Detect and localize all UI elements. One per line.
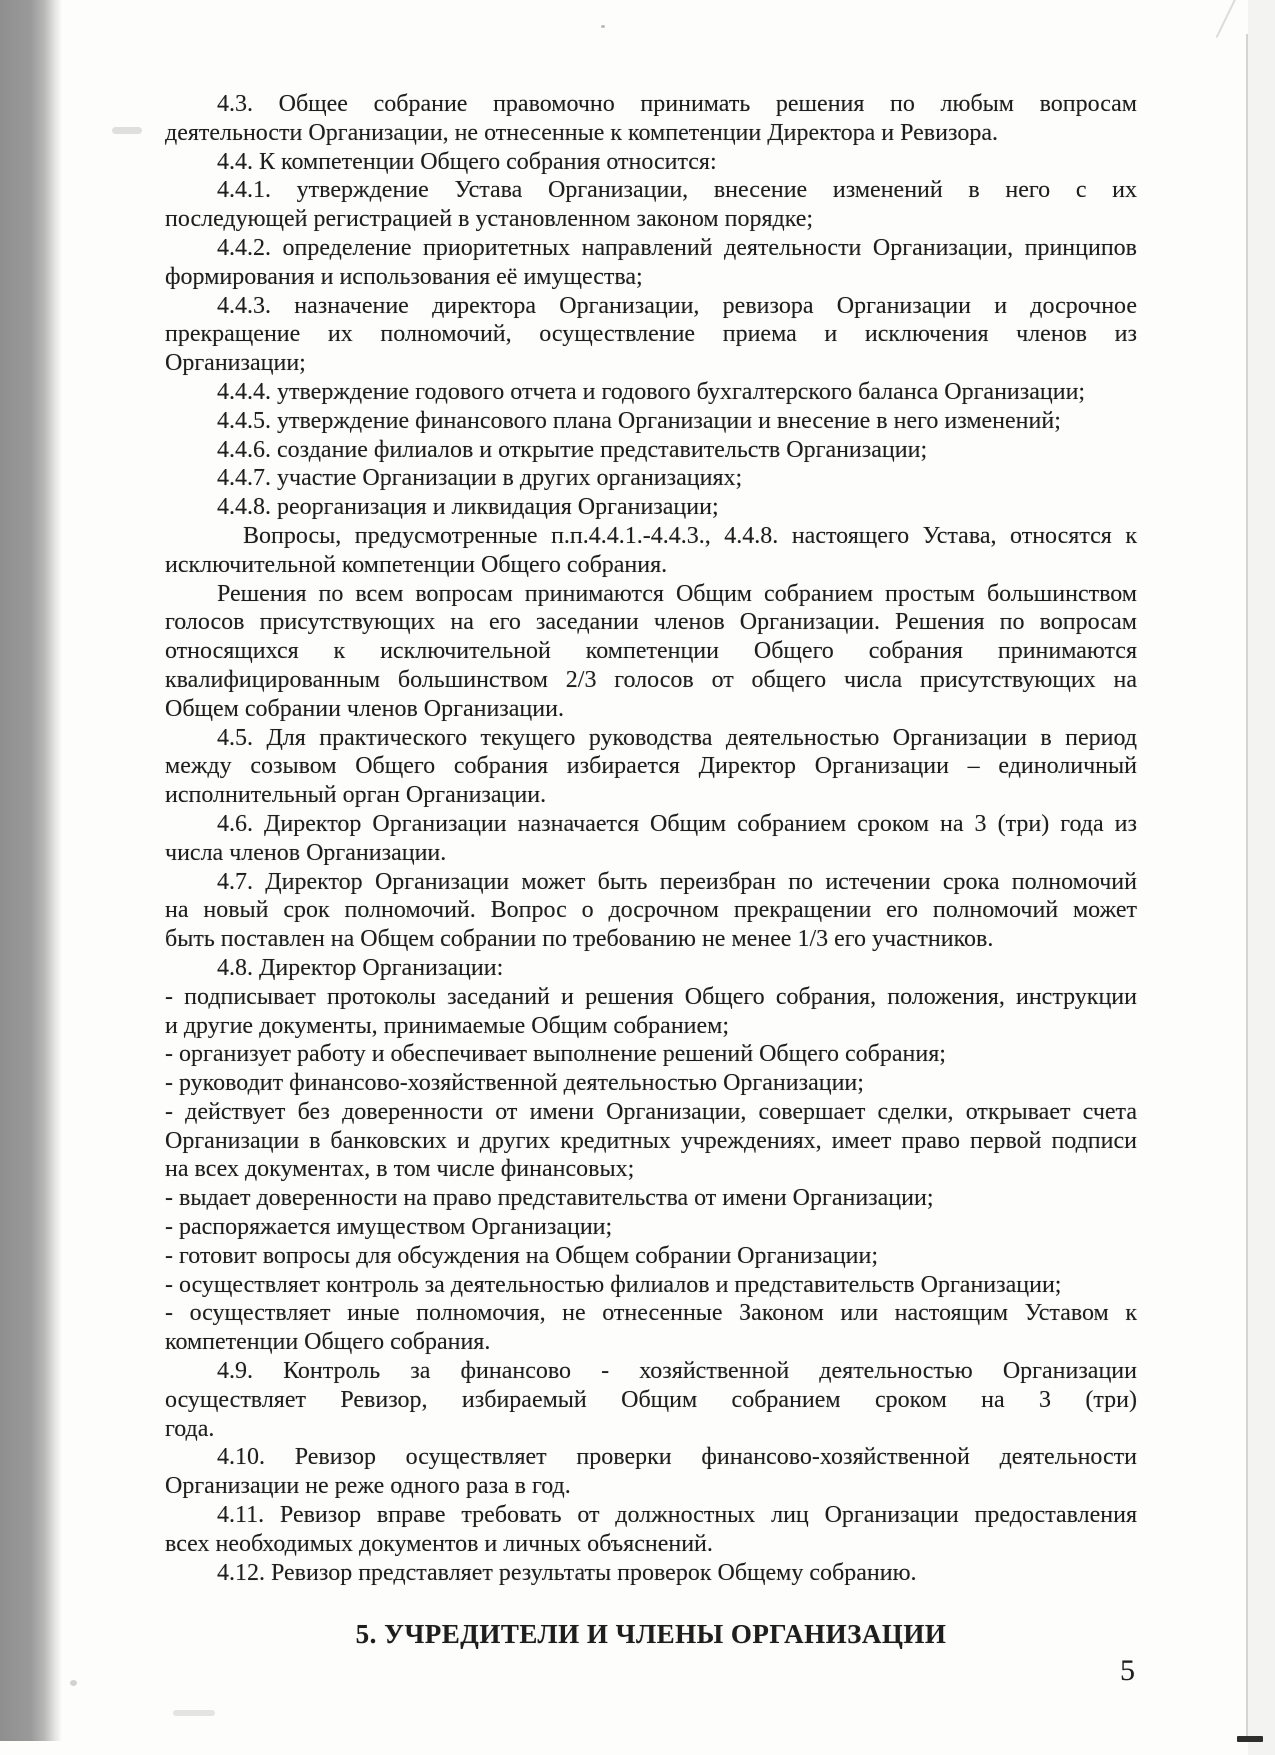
- scan-edge-mark: [1237, 1736, 1263, 1742]
- text-line: исполнительный орган Организации.: [165, 782, 547, 809]
- paragraph: [165, 1040, 1137, 1069]
- text-line: компетенции Общего собрания.: [165, 1329, 491, 1356]
- paragraphs-container: [165, 90, 1137, 1587]
- text-line: всех необходимых документов и личных объяснений.: [165, 1530, 713, 1557]
- paragraph: [165, 1501, 1137, 1559]
- page-number: 5: [1120, 1654, 1135, 1688]
- scan-speck: [601, 25, 605, 28]
- paragraph: [165, 1184, 1137, 1213]
- text-line: 4.8. Директор Организации:: [217, 954, 504, 981]
- paragraph: [165, 176, 1137, 234]
- scan-speck: [112, 127, 142, 134]
- text-line: 4.9. Контроль за финансово - хозяйственной деятельностью Организации: [217, 1358, 1137, 1385]
- text-line: на новый срок полномочий. Вопрос о досрочном прекращении его полномочий может: [165, 897, 1137, 924]
- text-line: - организует работу и обеспечивает выполнение решений Общего собрания;: [165, 1041, 946, 1068]
- text-line: осуществляет Ревизор, избираемый Общим собранием сроком на 3 (три): [165, 1386, 1137, 1413]
- text-line: 4.3. Общее собрание правомочно принимать решения по любым вопросам: [217, 91, 1137, 117]
- paragraph: [165, 724, 1137, 810]
- paragraph: [165, 1357, 1137, 1443]
- text-line: 4.4.8. реорганизация и ликвидация Организации;: [217, 494, 719, 521]
- paragraph: [165, 868, 1137, 954]
- paragraph: [165, 407, 1137, 436]
- text-line: - руководит финансово-хозяйственной деятельностью Организации;: [165, 1070, 864, 1097]
- section-heading: 5. УЧРЕДИТЕЛИ И ЧЛЕНЫ ОРГАНИЗАЦИИ: [355, 1619, 947, 1650]
- paragraph: [165, 1443, 1137, 1501]
- text-line: - осуществляет контроль за деятельностью филиалов и представительств Организации;: [165, 1271, 1062, 1298]
- paragraph: [165, 234, 1137, 292]
- text-line: 4.4.2. определение приоритетных направлений деятельности Организации, принципов: [217, 234, 1137, 261]
- text-line: 4.4. К компетенции Общего собрания относится:: [217, 148, 717, 175]
- text-line: Вопросы, предусмотренные п.п.4.4.1.-4.4.3., 4.4.8. настоящего Устава, относятся к: [243, 522, 1137, 549]
- text-line: голосов присутствующих на его заседании членов Организации. Решения по вопросам: [165, 609, 1137, 636]
- text-line: - действует без доверенности от имени Организации, совершает сделки, открывает счета: [165, 1098, 1137, 1125]
- paragraph: [165, 1069, 1137, 1098]
- text-line: 4.4.1. утверждение Устава Организации, внесение изменений в него с их: [217, 177, 1137, 204]
- text-line: деятельности Организации, не отнесенные к компетенции Директора и Ревизора.: [165, 119, 998, 146]
- paragraph: [165, 983, 1137, 1041]
- text-line: 4.4.4. утверждение годового отчета и годового бухгалтерского баланса Организации;: [217, 378, 1086, 405]
- text-line: Организации;: [165, 350, 306, 377]
- page-edge-shade: [1248, 0, 1275, 1755]
- text-line: - готовит вопросы для обсуждения на Общем собрании Организации;: [165, 1242, 879, 1269]
- paragraph: [165, 464, 1137, 493]
- text-line: 4.6. Директор Организации назначается Общим собранием сроком на 3 (три) года из: [217, 810, 1137, 837]
- text-line: 4.4.7. участие Организации в других организациях;: [217, 465, 743, 492]
- text-line: 4.5. Для практического текущего руководства деятельностью Организации в период: [217, 724, 1137, 751]
- text-line: года.: [165, 1415, 215, 1442]
- paragraph: [165, 148, 1137, 177]
- text-line: - подписывает протоколы заседаний и решения Общего собрания, положения, инструкции: [165, 983, 1137, 1010]
- text-line: и другие документы, принимаемые Общим собранием;: [165, 1012, 730, 1039]
- text-line: - осуществляет иные полномочия, не отнесенные Законом или настоящим Уставом к: [165, 1300, 1137, 1327]
- document-body: [165, 90, 1137, 1686]
- text-line: 4.10. Ревизор осуществляет проверки финансово-хозяйственной деятельности: [217, 1444, 1137, 1471]
- text-line: последующей регистрацией в установленном законом порядке;: [165, 206, 814, 233]
- text-line: 4.11. Ревизор вправе требовать от должностных лиц Организации предоставления: [217, 1502, 1137, 1529]
- text-line: на всех документах, в том числе финансовых;: [165, 1156, 635, 1183]
- text-line: Общем собрании членов Организации.: [165, 695, 564, 722]
- text-line: квалифицированным большинством 2/3 голосов от общего числа присутствующих на: [165, 666, 1137, 693]
- paragraph: [165, 292, 1137, 378]
- text-line: Организации не реже одного раза в год.: [165, 1473, 571, 1500]
- paragraph: [165, 954, 1137, 983]
- text-line: исключительной компетенции Общего собрания.: [165, 551, 668, 578]
- paragraph: [165, 90, 1137, 148]
- paragraph: [165, 580, 1137, 724]
- text-line: 4.4.3. назначение директора Организации, ревизора Организации и досрочное: [217, 292, 1137, 319]
- text-line: прекращение их полномочий, осуществление приема и исключения членов из: [165, 321, 1137, 348]
- text-line: 4.12. Ревизор представляет результаты проверок Общему собранию.: [217, 1559, 917, 1586]
- paragraph: [165, 1098, 1137, 1184]
- text-line: - выдает доверенности на право представительства от имени Организации;: [165, 1185, 934, 1212]
- paragraph: [165, 1213, 1137, 1242]
- paragraph: [165, 1299, 1137, 1357]
- text-line: Организации в банковских и других кредитных учреждениях, имеет право первой подписи: [165, 1127, 1137, 1154]
- scan-speck: [173, 1710, 215, 1716]
- page-edge-line: [1246, 34, 1248, 1738]
- text-line: числа членов Организации.: [165, 839, 447, 866]
- paragraph: [165, 522, 1137, 580]
- paragraph: [165, 1271, 1137, 1300]
- scan-speck: [70, 1680, 77, 1686]
- text-line: 4.7. Директор Организации может быть переизбран по истечении срока полномочий: [217, 868, 1137, 895]
- paragraph: [165, 378, 1137, 407]
- paragraph: [165, 1242, 1137, 1271]
- text-line: относящихся к исключительной компетенции Общего собрания принимаются: [165, 638, 1137, 665]
- text-line: 4.4.5. утверждение финансового плана Организации и внесение в него изменений;: [217, 407, 1061, 434]
- text-line: 4.4.6. создание филиалов и открытие представительств Организации;: [217, 436, 928, 463]
- text-line: быть поставлен на Общем собрании по требованию не менее 1/3 его участников.: [165, 926, 994, 953]
- page-corner-crease: [1216, 0, 1239, 38]
- paragraph: [165, 436, 1137, 465]
- scan-binding-shadow: [0, 0, 62, 1741]
- paragraph: [165, 493, 1137, 522]
- text-line: Решения по всем вопросам принимаются Общим собранием простым большинством: [217, 580, 1137, 607]
- paragraph: [165, 810, 1137, 868]
- paragraph: [165, 1559, 1137, 1588]
- text-line: формирования и использования её имущества;: [165, 263, 643, 290]
- text-line: между созывом Общего собрания избирается Директор Организации – единоличный: [165, 753, 1137, 780]
- text-line: - распоряжается имуществом Организации;: [165, 1214, 613, 1241]
